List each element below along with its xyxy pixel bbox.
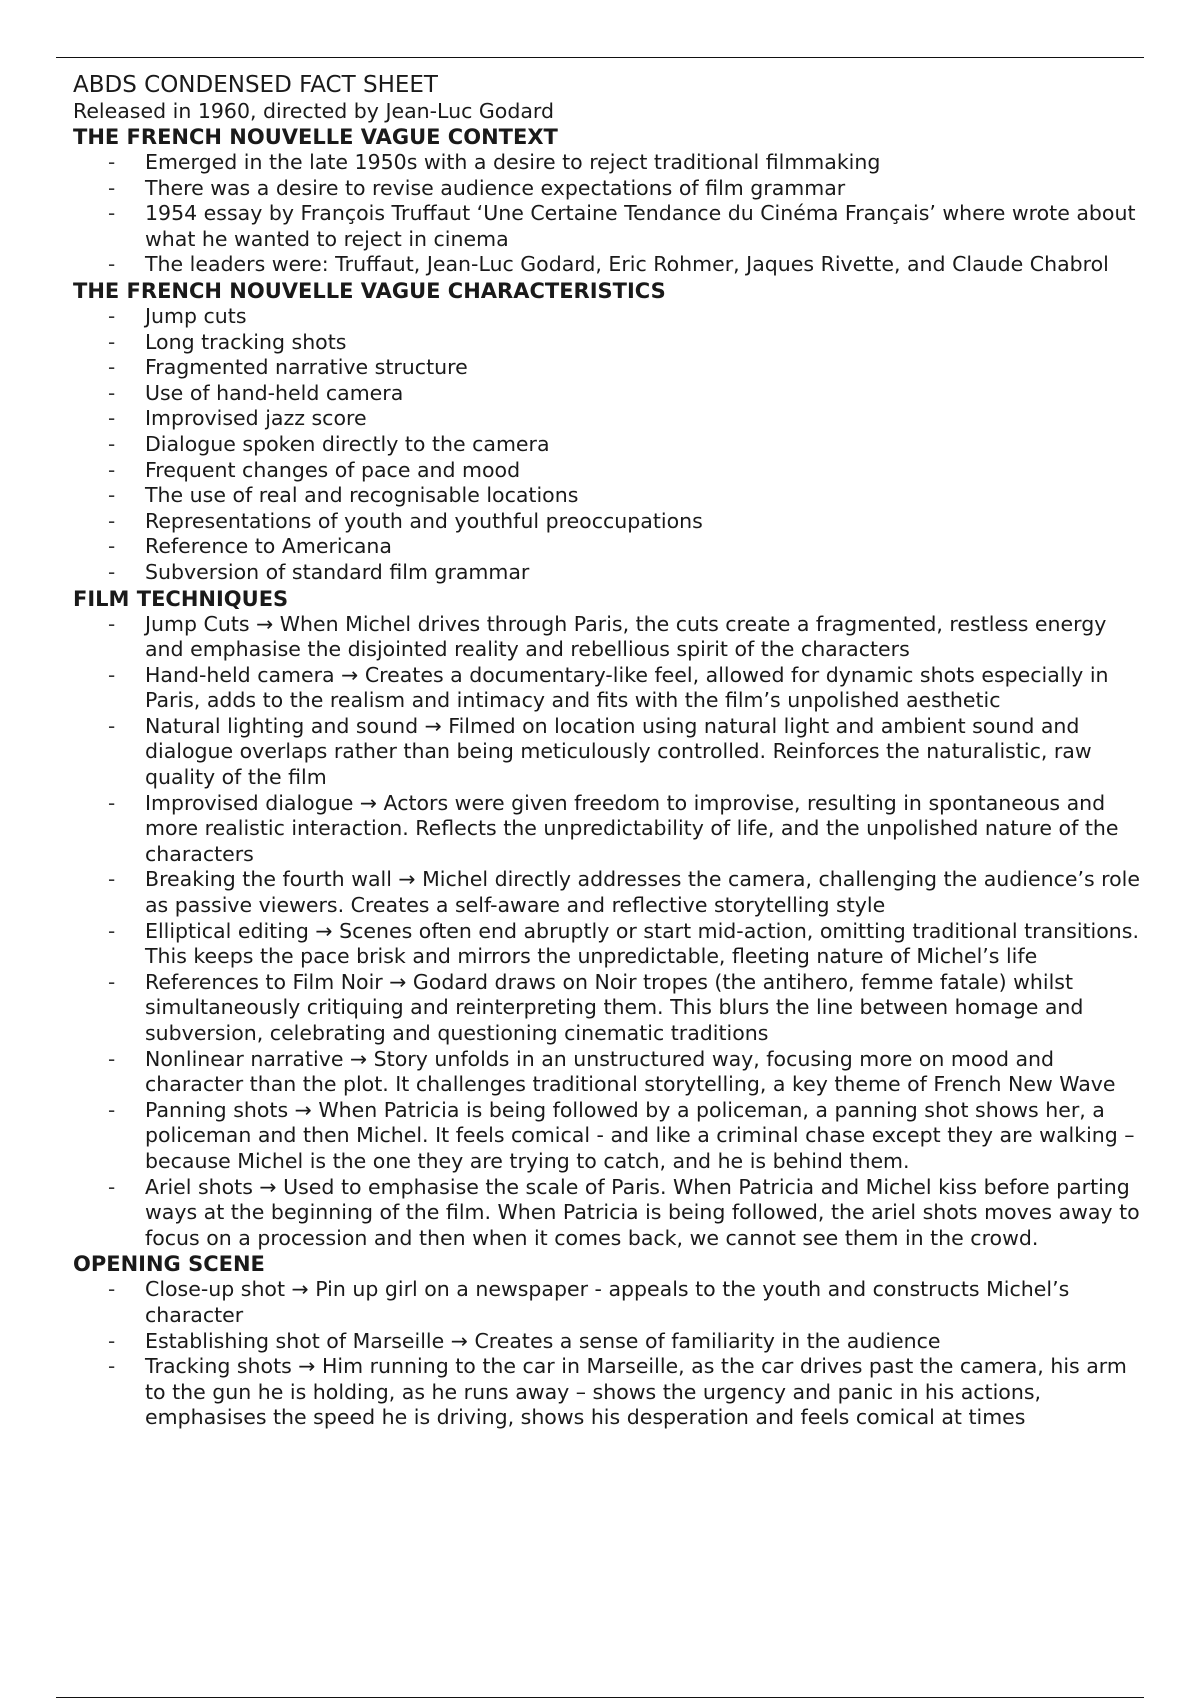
list-item-text: Establishing shot of Marseille → Creates a sense of familiarity in the audience [145,1328,941,1353]
list-item [73,1098,1143,1175]
section-film-techniques [73,586,1143,1252]
dash-bullet-icon: - [108,252,116,277]
list-item-text: Improvised dialogue → Actors were given freedom to improvise, resulting in spontaneous and more realistic interaction. Reflects the unpredictability of life, and the unpolished nature of the characters [145,790,1119,866]
dash-bullet-icon: - [108,867,116,892]
dash-bullet-icon: - [108,1277,116,1302]
list-item-text: Emerged in the late 1950s with a desire to reject traditional filmmaking [145,150,881,174]
dash-bullet-icon: - [108,355,116,380]
bullet-list [73,1277,1143,1431]
list-item-text: Subversion of standard film grammar [145,559,530,584]
list-item-text: The use of real and recognisable locations [145,483,579,508]
list-item-text: Tracking shots → Him running to the car in Marseille, as the car drives past the camera, his arm to the gun he is holding, as he runs away – shows the urgency and panic in his actions, emphasises the speed he is driving, shows his desperation and feels comical at times [145,1354,1127,1430]
list-item [73,483,1143,509]
section-opening-scene [73,1251,1143,1431]
dash-bullet-icon: - [108,662,116,687]
document-content [73,72,1143,1431]
list-item-text: The leaders were: Truffaut, Jean-Luc Godard, Eric Rohmer, Jaques Rivette, and Claude Chabrol [145,252,1109,277]
dash-bullet-icon: - [108,559,116,584]
list-item [73,509,1143,535]
dash-bullet-icon: - [108,431,116,456]
list-item [73,1175,1143,1252]
dash-bullet-icon: - [108,303,116,328]
list-item [73,355,1143,381]
list-item [73,381,1143,407]
list-item [73,432,1143,458]
list-item [73,1329,1143,1355]
list-item [73,458,1143,484]
document-subtitle: Released in 1960, directed by Jean-Luc Godard [73,99,554,123]
dash-bullet-icon: - [108,611,116,636]
dash-bullet-icon: - [108,713,116,738]
list-item [73,252,1143,278]
dash-bullet-icon: - [108,1174,116,1199]
dash-bullet-icon: - [108,1354,116,1379]
list-item-text: References to Film Noir → Godard draws on Noir tropes (the antihero, femme fatale) whilst simultaneously critiquing and reinterpreting them. This blurs the line between homage and subversion, celebrating and questioning cinematic traditions [145,969,1084,1045]
list-item [73,560,1143,586]
list-item-text: Panning shots → When Patricia is being followed by a policeman, a panning shot shows her, a policeman and then Michel. It feels comical - and like a criminal chase except they are walking – because Michel is the one they are trying to catch, and he is behind them. [145,1097,1135,1173]
list-item [73,176,1143,202]
dash-bullet-icon: - [108,457,116,482]
list-item [73,330,1143,356]
list-item [73,304,1143,330]
dash-bullet-icon: - [108,969,116,994]
list-item [73,867,1143,918]
dash-bullet-icon: - [108,918,116,943]
dash-bullet-icon: - [108,1046,116,1071]
dash-bullet-icon: - [108,201,116,226]
list-item-text: Reference to Americana [145,534,392,559]
list-item [73,1277,1143,1328]
list-item-text: Use of hand-held camera [145,380,404,405]
top-rule [56,57,1144,58]
section-heading: THE FRENCH NOUVELLE VAGUE CHARACTERISTICS [73,278,666,303]
list-item [73,663,1143,714]
section-context [73,124,1143,278]
dash-bullet-icon: - [108,329,116,354]
dash-bullet-icon: - [108,790,116,815]
list-item-text: Jump Cuts → When Michel drives through Paris, the cuts create a fragmented, restless energy and emphasise the disjointed reality and rebellious spirit of the characters [145,611,1107,662]
list-item [73,534,1143,560]
list-item [73,919,1143,970]
list-item-text: Nonlinear narrative → Story unfolds in an unstructured way, focusing more on mood and character than the plot. It challenges traditional storytelling, a key theme of French New Wave [145,1046,1116,1097]
section-heading: FILM TECHNIQUES [73,586,289,611]
list-item [73,970,1143,1047]
list-item [73,406,1143,432]
list-item-text: Fragmented narrative structure [145,355,468,380]
dash-bullet-icon: - [108,1328,116,1353]
list-item-text: Breaking the fourth wall → Michel directly addresses the camera, challenging the audience’s role as passive viewers. Creates a self-aware and reflective storytelling style [145,867,1140,918]
section-heading: THE FRENCH NOUVELLE VAGUE CONTEXT [73,125,558,149]
list-item-text: Long tracking shots [145,329,347,354]
list-item [73,1047,1143,1098]
dash-bullet-icon: - [108,508,116,533]
section-heading: OPENING SCENE [73,1252,265,1277]
list-item [73,150,1143,176]
list-item-text: There was a desire to revise audience expectations of film grammar [145,175,846,200]
bullet-list [73,150,1143,278]
dash-bullet-icon: - [108,483,116,508]
dash-bullet-icon: - [108,1097,116,1122]
list-item-text: Improvised jazz score [145,406,367,431]
list-item-text: Jump cuts [145,303,247,328]
list-item [73,1354,1143,1431]
list-item-text: 1954 essay by François Truffaut ‘Une Certaine Tendance du Cinéma Français’ where wrote about what he wanted to reject in cinema [145,201,1136,251]
list-item [73,714,1143,791]
dash-bullet-icon: - [108,150,116,174]
list-item [73,201,1143,252]
list-item [73,791,1143,868]
bullet-list [73,612,1143,1252]
section-characteristics [73,278,1143,586]
list-item-text: Ariel shots → Used to emphasise the scale of Paris. When Patricia and Michel kiss before parting ways at the beginning of the film. When Patricia is being followed, the ariel shots moves away to focus on a procession and then when it comes back, we cannot see them in the crowd. [145,1174,1140,1250]
list-item-text: Natural lighting and sound → Filmed on location using natural light and ambient sound and dialogue overlaps rather than being meticulously controlled. Reinforces the naturalistic, raw quality of the film [145,713,1092,790]
dash-bullet-icon: - [108,406,116,431]
list-item [73,612,1143,663]
dash-bullet-icon: - [108,534,116,559]
list-item-text: Dialogue spoken directly to the camera [145,431,550,456]
list-item-text: Frequent changes of pace and mood [145,457,521,482]
list-item-text: Elliptical editing → Scenes often end abruptly or start mid-action, omitting traditional transitions. This keeps the pace brisk and mirrors the unpredictable, fleeting nature of Michel’s life [145,918,1139,969]
bottom-rule [56,1697,1144,1698]
dash-bullet-icon: - [108,175,116,200]
document-title: ABDS CONDENSED FACT SHEET [73,72,438,98]
dash-bullet-icon: - [108,380,116,405]
bullet-list [73,304,1143,586]
list-item-text: Hand-held camera → Creates a documentary-like feel, allowed for dynamic shots especially in Paris, adds to the realism and intimacy and fits with the film’s unpolished aesthetic [145,662,1109,713]
list-item-text: Representations of youth and youthful preoccupations [145,508,703,533]
list-item-text: Close-up shot → Pin up girl on a newspaper - appeals to the youth and constructs Michel’s character [145,1277,1070,1327]
